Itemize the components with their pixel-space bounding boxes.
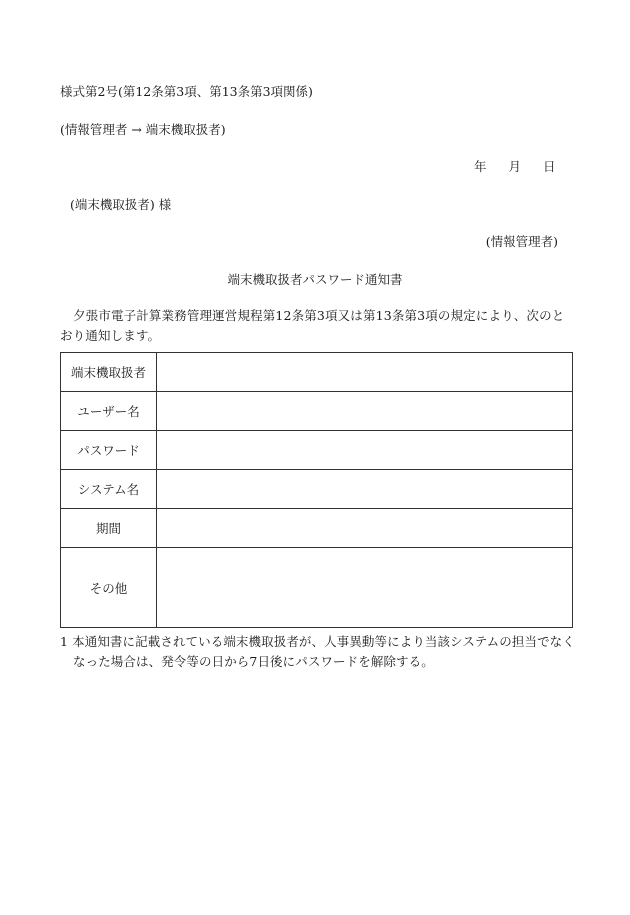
direction-line: (情報管理者 → 端末機取扱者): [60, 122, 226, 137]
table-row: [61, 509, 573, 548]
info-table: [60, 352, 573, 628]
body-text: 夕張市電子計算業務管理運営規程第12条第3項又は第13条第3項の規定により、次のとおり通知します。: [60, 308, 565, 343]
table-row: [61, 392, 573, 431]
row-label: ユーザー名: [61, 392, 157, 431]
row-value: [157, 431, 573, 470]
row-label: 期間: [61, 509, 157, 548]
row-label: 端末機取扱者: [61, 353, 157, 392]
date-day: 日: [543, 159, 556, 174]
row-label: その他: [61, 548, 157, 628]
row-value: [157, 548, 573, 628]
sender: (情報管理者): [485, 234, 558, 249]
table-row: [61, 548, 573, 628]
date-month: 月: [508, 159, 522, 174]
date-line: [474, 161, 556, 174]
footnote: 1 本通知書に記載されている端末機取扱者が、人事異動等により当該システムの担当でなくなった場合は、発令等の日から7日後にパスワードを解除する。: [60, 634, 575, 669]
row-label: パスワード: [61, 431, 157, 470]
document-title: 端末機取扱者パスワード通知書: [227, 272, 403, 287]
table-row: [61, 470, 573, 509]
row-value: [157, 353, 573, 392]
row-value: [157, 392, 573, 431]
table-row: [61, 431, 573, 470]
form-number: 様式第2号(第12条第3項、第13条第3項関係): [60, 84, 313, 99]
row-label: システム名: [61, 470, 157, 509]
row-value: [157, 470, 573, 509]
date-year: 年: [474, 159, 487, 174]
table-row: [61, 353, 573, 392]
row-value: [157, 509, 573, 548]
addressee: (端末機取扱者) 様: [70, 197, 172, 212]
